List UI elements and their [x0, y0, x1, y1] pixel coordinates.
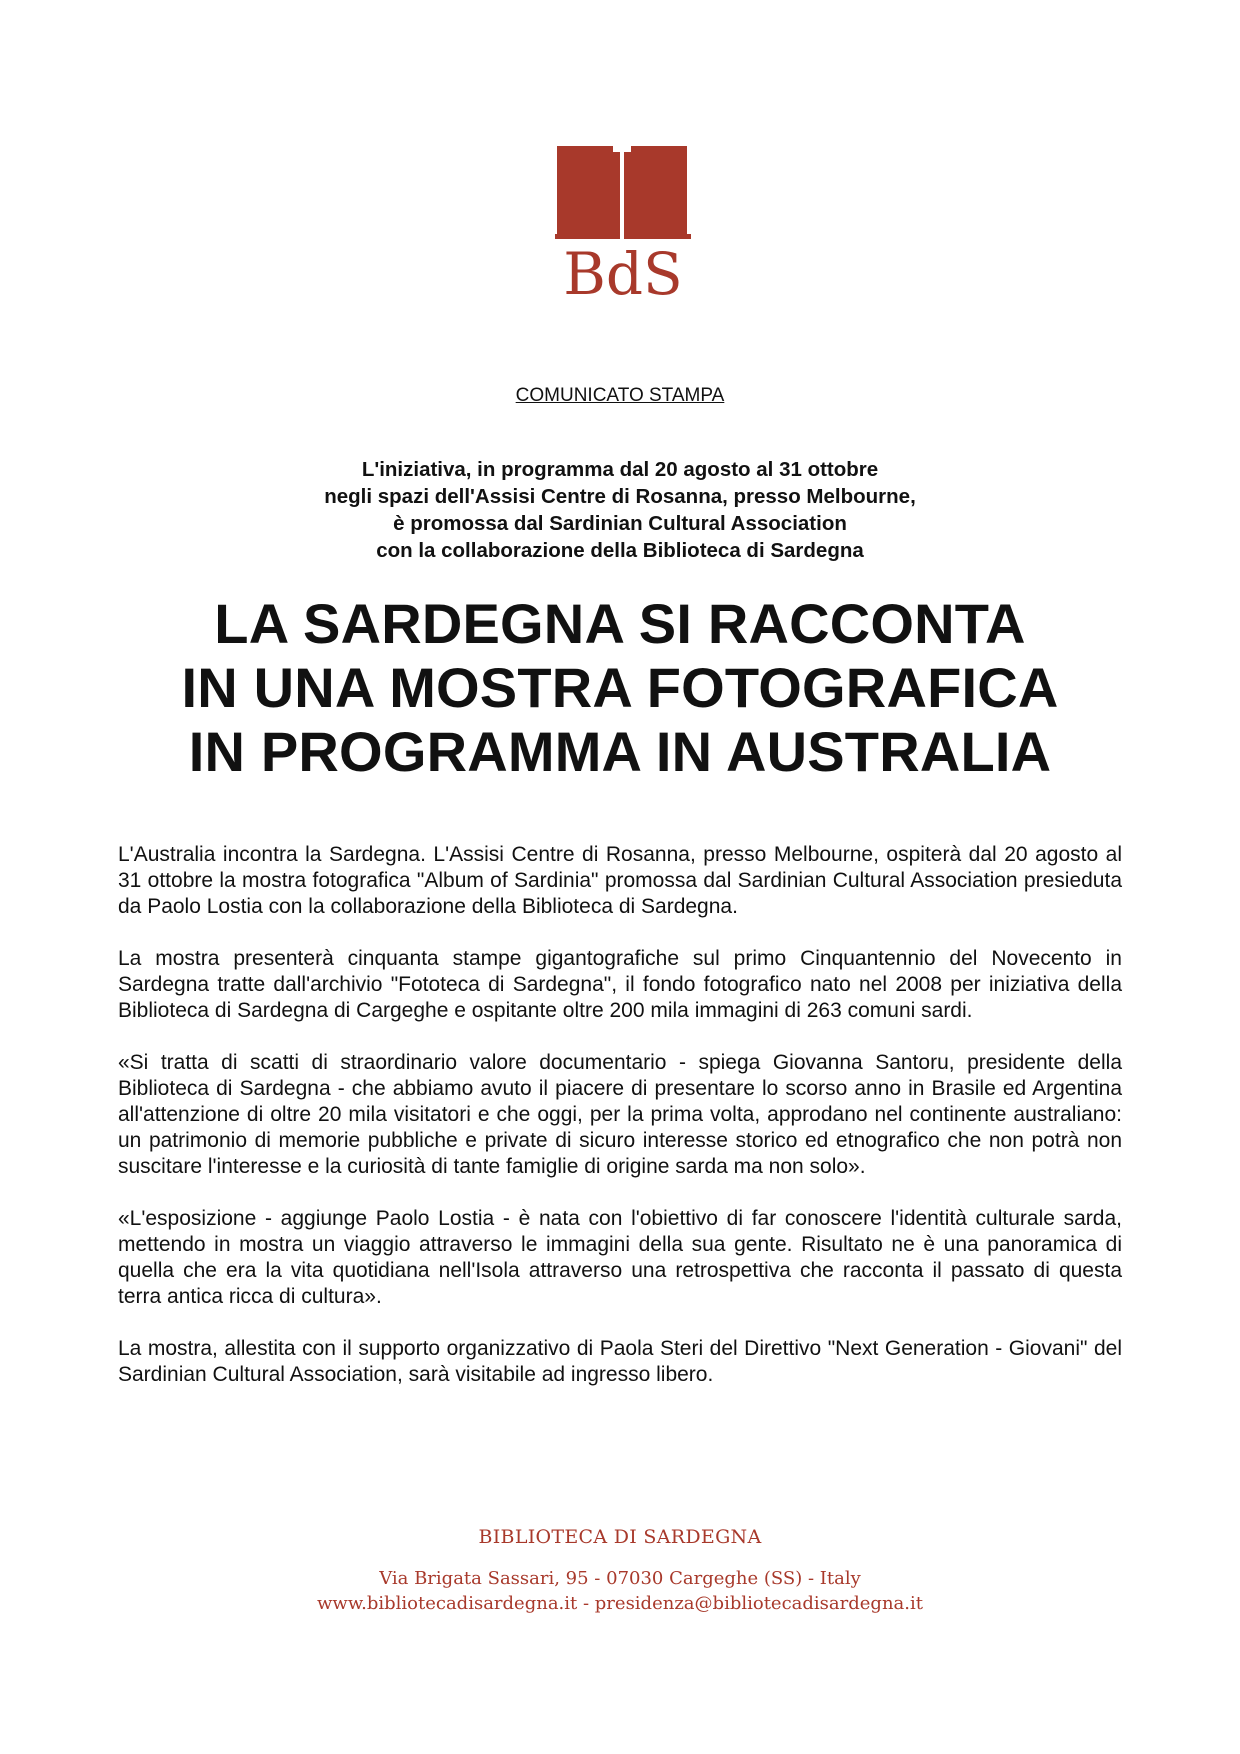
intro-line: negli spazi dell'Assisi Centre di Rosanna, presso Melbourne,	[324, 485, 916, 508]
article-body	[118, 842, 1122, 1414]
footer-web-email: www.bibliotecadisardegna.it - presidenza@bibliotecadisardegna.it	[317, 1593, 923, 1614]
headline-line: IN PROGRAMMA IN AUSTRALIA	[188, 720, 1052, 783]
paragraph: «L'esposizione - aggiunge Paolo Lostia - è nata con l'obiettivo di far conoscere l'identità culturale sarda, mettendo in mostra un viaggio attraverso le immagini della sua gente. Risultato ne è una panoramica di quella che era la vita quotidiana nell'Isola attraverso una retrospettiva che racconta il passato di questa terra antica ricca di cultura».	[118, 1207, 1122, 1308]
paragraph: La mostra presenterà cinquanta stampe gigantografiche sul primo Cinquantennio del Novecento in Sardegna tratte dall'archivio "Fototeca di Sardegna", il fondo fotografico nato nel 2008 per iniziativa della Biblioteca di Sardegna di Cargeghe e ospitante oltre 200 mila immagini di 263 comuni sardi.	[118, 947, 1122, 1022]
paragraph: La mostra, allestita con il supporto organizzativo di Paola Steri del Direttivo "Next Generation - Giovani" del Sardinian Cultural Association, sarà visitabile ad ingresso libero.	[118, 1337, 1122, 1386]
document-type-label: COMUNICATO STAMPA	[515, 385, 725, 406]
intro-line: è promossa dal Sardinian Cultural Association	[393, 512, 847, 535]
headline-line: IN UNA MOSTRA FOTOGRAFICA	[181, 656, 1059, 719]
open-book-icon	[555, 146, 691, 301]
headline-line: LA SARDEGNA SI RACCONTA	[214, 592, 1026, 655]
intro-line: L'iniziativa, in programma dal 20 agosto al 31 ottobre	[361, 458, 879, 481]
headline	[0, 592, 1240, 784]
logo-text: BdS	[563, 240, 683, 301]
footer-organization-name: BIBLIOTECA DI SARDEGNA	[478, 1526, 762, 1548]
paragraph: «Si tratta di scatti di straordinario valore documentario - spiega Giovanna Santoru, presidente della Biblioteca di Sardegna - che abbiamo avuto il piacere di presentare lo scorso anno in Brasile ed Argentina all'attenzione di oltre 20 mila visitatori e che oggi, per la prima volta, approdano nel continente australiano: un patrimonio di memorie pubbliche e private di sicuro interesse storico ed etnografico che non potrà non suscitare l'interesse e la curiosità di tante famiglie di origine sarda ma non solo».	[118, 1051, 1122, 1178]
footer-contacts	[0, 1566, 1240, 1616]
intro-block	[0, 456, 1240, 564]
intro-line: con la collaborazione della Biblioteca di Sardegna	[376, 539, 864, 562]
footer-address: Via Brigata Sassari, 95 - 07030 Cargeghe (SS) - Italy	[379, 1568, 861, 1589]
bds-logo	[555, 146, 691, 301]
paragraph: L'Australia incontra la Sardegna. L'Assisi Centre di Rosanna, presso Melbourne, ospiterà dal 20 agosto al 31 ottobre la mostra fotografica "Album of Sardinia" promossa dal Sardinian Cultural Association presieduta da Paolo Lostia con la collaborazione della Biblioteca di Sardegna.	[118, 843, 1122, 918]
